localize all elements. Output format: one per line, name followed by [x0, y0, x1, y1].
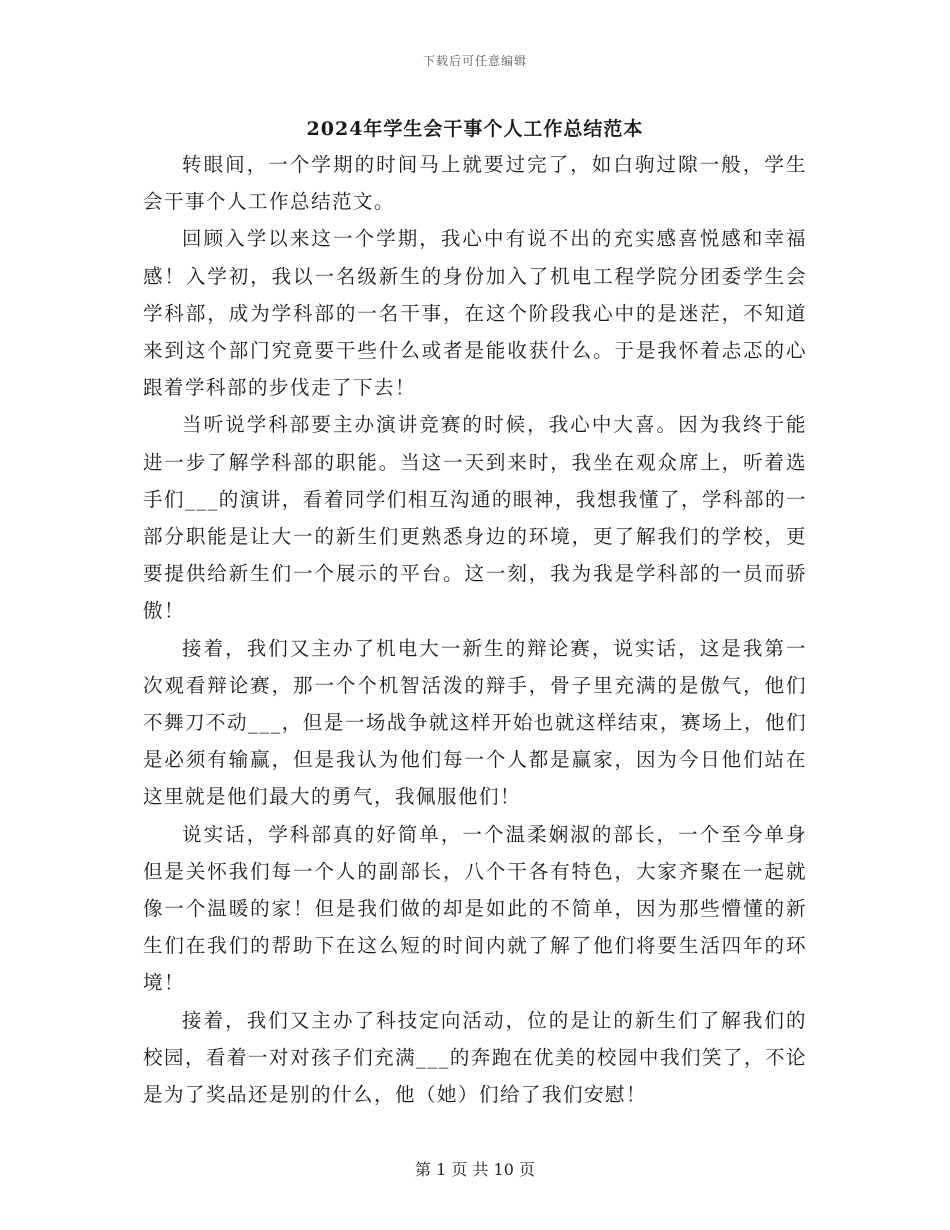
- paragraph-6: 接着，我们又主办了科技定向活动，位的是让的新生们了解我们的校园，看着一对对孩子们充满___的奔跑在优美的校园中我们笑了，不论是为了奖品还是别的什么，他（她）们给了我们安慰！: [143, 1008, 807, 1107]
- page-indicator: 第 1 页 共 10 页: [415, 1160, 535, 1179]
- paragraph-4: 接着，我们又主办了机电大一新生的辩论赛，说实话，这是我第一次观看辩论赛，那一个个机智活泼的辩手，骨子里充满的是傲气，他们不舞刀不动___，但是一场战争就这样开始也就这样结束，赛场上，他们是必须有输赢，但是我认为他们每一个人都是赢家，因为今日他们站在这里就是他们最大的勇气，我佩服他们！: [143, 636, 807, 809]
- paragraph-1: 转眼间，一个学期的时间马上就要过完了，如白驹过隙一般，学生会干事个人工作总结范文。: [143, 153, 807, 214]
- paragraph-2: 回顾入学以来这一个学期，我心中有说不出的充实感喜悦感和幸福感！入学初，我以一名级新生的身份加入了机电工程学院分团委学生会学科部，成为学科部的一名干事，在这个阶段我心中的是迷茫，不知道来到这个部门究竟要干些什么或者是能收获什么。于是我怀着忐忑的心跟着学科部的步伐走了下去！: [143, 227, 807, 400]
- document-body: [143, 146, 807, 1113]
- document-title: 2024年学生会干事个人工作总结范本: [306, 118, 644, 140]
- paragraph-5: 说实话，学科部真的好简单，一个温柔娴淑的部长，一个至今单身但是关怀我们每一个人的副部长，八个干各有特色，大家齐聚在一起就像一个温暖的家！但是我们做的却是如此的不简单，因为那些懵懂的新生们在我们的帮助下在这么短的时间内就了解了他们将要生活四年的环境！: [143, 822, 807, 995]
- header-note: 下载后可任意编辑: [422, 54, 527, 68]
- paragraph-3: 当听说学科部要主办演讲竞赛的时候，我心中大喜。因为我终于能进一步了解学科部的职能。当这一天到来时，我坐在观众席上，听着选手们___的演讲，看着同学们相互沟通的眼神，我想我懂了，学科部的一部分职能是让大一的新生们更熟悉身边的环境，更了解我们的学校，更要提供给新生们一个展示的平台。这一刻，我为我是学科部的一员而骄傲！: [143, 413, 807, 623]
